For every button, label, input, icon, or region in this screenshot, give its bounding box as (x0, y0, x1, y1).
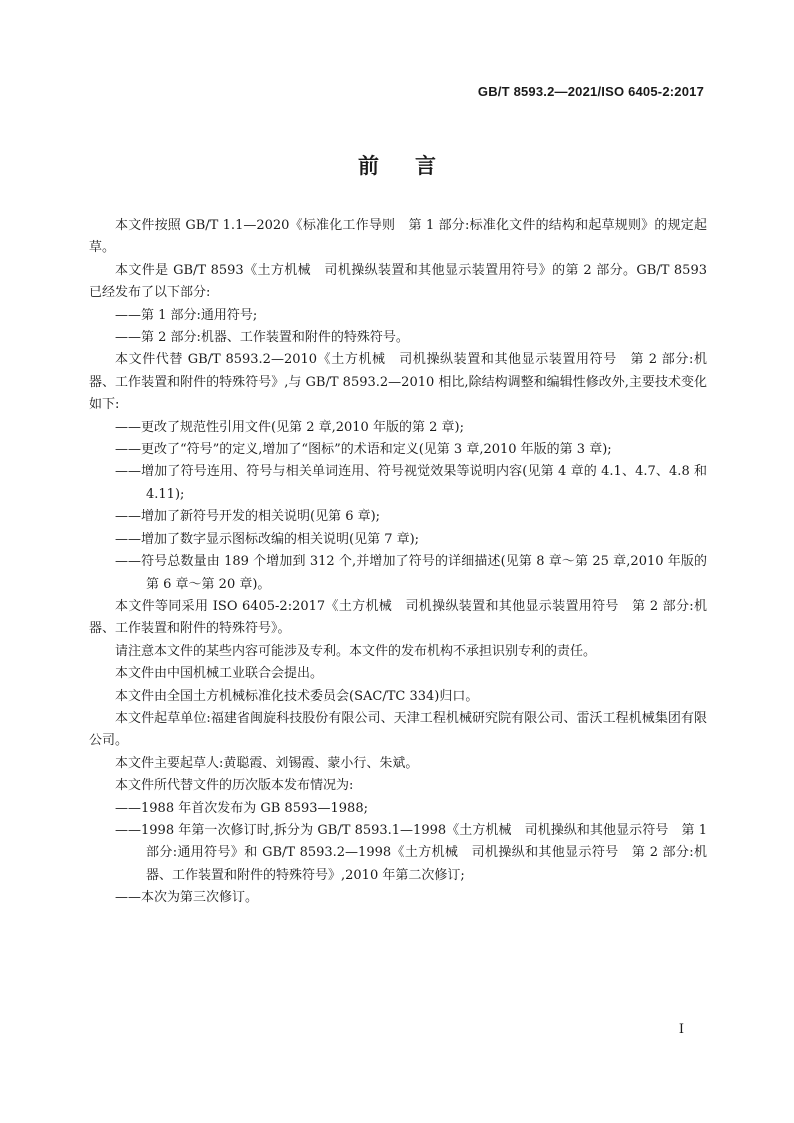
paragraph-replacement: 本文件代替 GB/T 8593.2—2010《土方机械 司机操纵装置和其他显示装置用符号 第 2 部分:机器、工作装置和附件的特殊符号》,与 GB/T 8593.2—2010 相比,除结构调整和编辑性修改外,主要技术变化如下: (89, 352, 707, 413)
paragraph-iso-adoption: 本文件等同采用 ISO 6405-2:2017《土方机械 司机操纵装置和其他显示装置用符号 第 2 部分:机器、工作装置和附件的特殊符号》。 (89, 598, 707, 637)
change-item: ——符号总数量由 189 个增加到 312 个,并增加了符号的详细描述(见第 8 章～第 25 章,2010 年版的第 6 章～第 20 章)。 (115, 554, 707, 592)
paragraph-proposed-by: 本文件由中国机械工业联合会提出。 (115, 666, 324, 682)
change-item: ——更改了规范性引用文件(见第 2 章,2010 年版的第 2 章); (115, 419, 464, 435)
page-number: I (678, 1022, 684, 1037)
paragraph-patent-notice: 请注意本文件的某些内容可能涉及专利。本文件的发布机构不承担识别专利的责任。 (115, 643, 597, 659)
foreword-body (89, 215, 707, 910)
list-item-part-2: ——第 2 部分:机器、工作装置和附件的特殊符号。 (115, 330, 409, 346)
paragraph-series-intro: 本文件是 GB/T 8593《土方机械 司机操纵装置和其他显示装置用符号》的第 2 部分。GB/T 8593 已经发布了以下部分: (89, 262, 707, 301)
change-item: ——增加了数字显示图标改编的相关说明(见第 7 章); (115, 531, 420, 547)
change-item: ——更改了“符号”的定义,增加了“图标”的术语和定义(见第 3 章,2010 年版的第 3 章); (115, 442, 612, 458)
paragraph-technical-committee: 本文件由全国土方机械标准化技术委员会(SAC/TC 334)归口。 (115, 688, 479, 704)
list-item-part-1: ——第 1 部分:通用符号; (115, 307, 258, 323)
change-item: ——增加了符号连用、符号与相关单词连用、符号视觉效果等说明内容(见第 4 章的 4.1、4.7、4.8 和 4.11); (115, 464, 707, 502)
change-item: ——增加了新符号开发的相关说明(见第 6 章); (115, 509, 381, 525)
history-item: ——1998 年第一次修订时,拆分为 GB/T 8593.1—1998《土方机械 司机操纵和其他显示符号 第 1 部分:通用符号》和 GB/T 8593.2—1998《土方机械 司机操纵和其他显示符号 第 2 部分:机器、工作装置和附件的特殊符号》,2010 年第二次修订; (115, 822, 707, 883)
paragraph-drafting-rules: 本文件按照 GB/T 1.1—2020《标准化工作导则 第 1 部分:标准化文件的结构和起草规则》的规定起草。 (89, 218, 707, 256)
paragraph-drafting-units: 本文件起草单位:福建省闽旋科技股份有限公司、天津工程机械研究院有限公司、雷沃工程机械集团有限公司。 (89, 710, 707, 749)
history-item: ——1988 年首次发布为 GB 8593—1988; (115, 800, 368, 816)
paragraph-history-intro: 本文件所代替文件的历次版本发布情况为: (115, 778, 354, 794)
page-title: 前言 (358, 153, 472, 178)
standard-code: GB/T 8593.2—2021/ISO 6405-2:2017 (477, 84, 704, 99)
paragraph-drafters: 本文件主要起草人:黄聪霞、刘锡霞、蒙小行、朱斌。 (115, 755, 419, 771)
history-item: ——本次为第三次修订。 (115, 890, 259, 906)
